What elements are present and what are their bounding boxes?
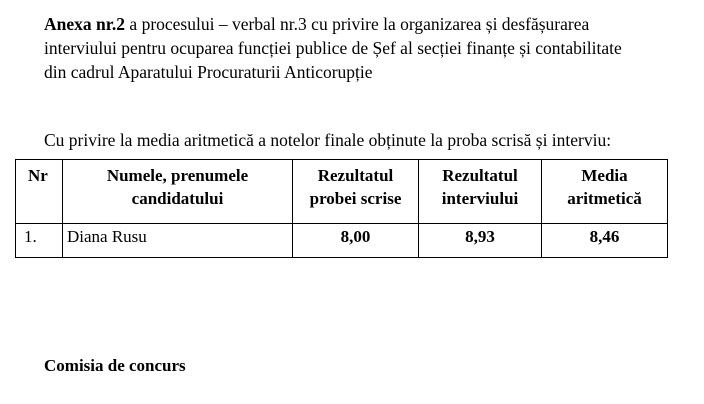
header-written-result — [293, 160, 419, 224]
header-candidate-name-line2: candidatului — [131, 189, 224, 208]
row-average-score: 8,46 — [542, 224, 668, 258]
intro-line-3: din cadrul Aparatului Procuraturii Anticorupție — [44, 62, 373, 82]
row-written-score: 8,00 — [293, 224, 419, 258]
header-average-line2: aritmetică — [567, 189, 642, 208]
table-header-row — [16, 160, 668, 224]
document-intro — [44, 12, 694, 84]
row-interview-score: 8,93 — [419, 224, 542, 258]
header-candidate-name-line1: Numele, prenumele — [106, 166, 249, 185]
header-average-line1: Media — [581, 166, 628, 185]
intro-line-1 — [44, 12, 694, 36]
annex-label: Anexa nr.2 — [44, 14, 126, 34]
header-average — [542, 160, 668, 224]
results-table — [15, 159, 668, 258]
header-interview-result — [419, 160, 542, 224]
commission-heading: Comisia de concurs — [44, 356, 186, 375]
row-nr: 1. — [16, 224, 63, 258]
table-row — [16, 224, 668, 258]
header-nr: Nr — [16, 160, 63, 224]
table-lead-text: Cu privire la media aritmetică a notelor finale obținute la proba scrisă și interviu: — [44, 130, 612, 150]
header-interview-result-line2: interviului — [441, 189, 519, 208]
header-interview-result-line1: Rezultatul — [442, 166, 518, 185]
intro-line-1-text: a procesului – verbal nr.3 cu privire la organizarea și desfășurarea — [125, 14, 590, 34]
header-written-result-line2: probei scrise — [309, 189, 402, 208]
row-candidate-name: Diana Rusu — [63, 224, 293, 258]
header-written-result-line1: Rezultatul — [317, 166, 394, 185]
header-candidate-name — [63, 160, 293, 224]
intro-line-2: interviului pentru ocuparea funcției publice de Șef al secției finanțe și contabilitate — [44, 38, 622, 58]
